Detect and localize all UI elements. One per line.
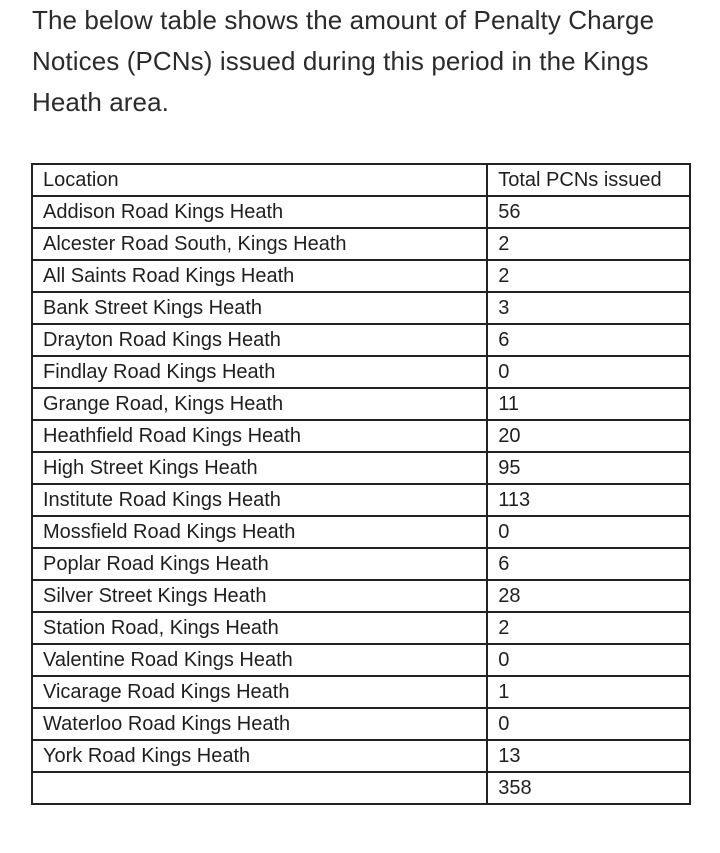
cell-location: Alcester Road South, Kings Heath <box>32 228 487 260</box>
total-row-value: 358 <box>487 772 690 804</box>
cell-location: Institute Road Kings Heath <box>32 484 487 516</box>
cell-location: Addison Road Kings Heath <box>32 196 487 228</box>
cell-location: Valentine Road Kings Heath <box>32 644 487 676</box>
column-header-total: Total PCNs issued <box>487 164 690 196</box>
table-row <box>32 516 690 548</box>
cell-location: Waterloo Road Kings Heath <box>32 708 487 740</box>
table-row <box>32 228 690 260</box>
cell-total: 2 <box>487 260 690 292</box>
cell-location: Grange Road, Kings Heath <box>32 388 487 420</box>
table-row <box>32 388 690 420</box>
table-row <box>32 612 690 644</box>
cell-location: Silver Street Kings Heath <box>32 580 487 612</box>
column-header-location: Location <box>32 164 487 196</box>
cell-location: Drayton Road Kings Heath <box>32 324 487 356</box>
table-row <box>32 292 690 324</box>
cell-total: 0 <box>487 708 690 740</box>
table-row <box>32 644 690 676</box>
table-header-row <box>32 164 690 196</box>
table-row <box>32 740 690 772</box>
cell-location: Vicarage Road Kings Heath <box>32 676 487 708</box>
cell-total: 2 <box>487 228 690 260</box>
cell-total: 56 <box>487 196 690 228</box>
cell-total: 0 <box>487 356 690 388</box>
table-row <box>32 548 690 580</box>
table-row <box>32 580 690 612</box>
cell-total: 11 <box>487 388 690 420</box>
cell-location: All Saints Road Kings Heath <box>32 260 487 292</box>
table-row <box>32 708 690 740</box>
table-row <box>32 260 690 292</box>
cell-total: 20 <box>487 420 690 452</box>
cell-total: 113 <box>487 484 690 516</box>
table-body <box>32 196 690 772</box>
cell-location: Mossfield Road Kings Heath <box>32 516 487 548</box>
cell-total: 0 <box>487 516 690 548</box>
cell-location: Poplar Road Kings Heath <box>32 548 487 580</box>
table-row <box>32 196 690 228</box>
table-row <box>32 484 690 516</box>
table-row <box>32 420 690 452</box>
cell-location: Findlay Road Kings Heath <box>32 356 487 388</box>
cell-total: 13 <box>487 740 690 772</box>
cell-total: 2 <box>487 612 690 644</box>
cell-total: 3 <box>487 292 690 324</box>
intro-paragraph: The below table shows the amount of Penalty Charge Notices (PCNs) issued during this period in the Kings Heath area. <box>32 5 655 117</box>
pcn-table <box>31 163 691 805</box>
cell-total: 6 <box>487 324 690 356</box>
table-row <box>32 356 690 388</box>
cell-location: Station Road, Kings Heath <box>32 612 487 644</box>
cell-total: 28 <box>487 580 690 612</box>
cell-total: 95 <box>487 452 690 484</box>
table-row <box>32 676 690 708</box>
table-total-row <box>32 772 690 804</box>
cell-total: 0 <box>487 644 690 676</box>
cell-location: High Street Kings Heath <box>32 452 487 484</box>
cell-location: Heathfield Road Kings Heath <box>32 420 487 452</box>
cell-location: Bank Street Kings Heath <box>32 292 487 324</box>
cell-total: 1 <box>487 676 690 708</box>
cell-location: York Road Kings Heath <box>32 740 487 772</box>
table-row <box>32 324 690 356</box>
total-row-location <box>32 772 487 804</box>
cell-total: 6 <box>487 548 690 580</box>
table-row <box>32 452 690 484</box>
